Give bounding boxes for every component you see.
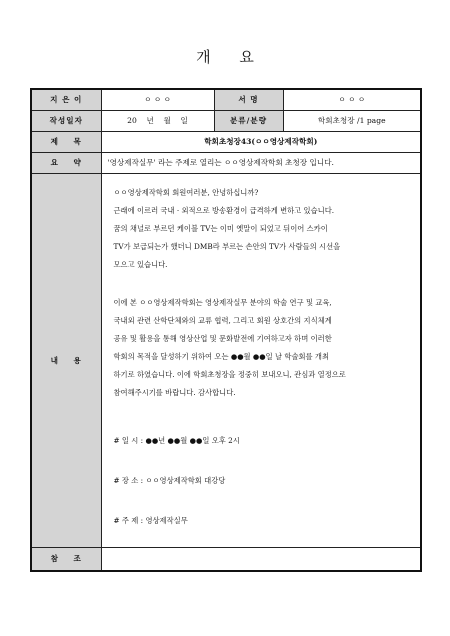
event-place-line: # 장 소 : ㅇㅇ영상제작학회 대강당 [113, 475, 226, 485]
date-label: 작성일자 [31, 110, 101, 131]
text-line: 학회의 목적을 달성하기 위하여 오는 ●●월 ●●일 날 학술회를 개최 [113, 351, 330, 361]
text-line: 참여해주시기를 바랍니다. 감사합니다. [113, 387, 236, 397]
category-value: 학회초청장 /1 page [283, 110, 421, 131]
content-row [31, 173, 421, 547]
date-row [31, 110, 421, 131]
subject-row [31, 131, 421, 152]
author-label: 지 은 이 [31, 89, 101, 110]
event-date-line: # 일 시 : ●●년 ●●월 ●●일 오후 2시 [113, 435, 240, 445]
review-value: ㅇ ㅇ ㅇ [283, 89, 421, 110]
intro-paragraph [114, 184, 411, 274]
summary-label: 요 약 [31, 152, 101, 173]
text-line: 이에 본 ㅇㅇ영상제작학회는 영상제작실무 분야의 학술 연구 및 교육, [113, 297, 332, 307]
summary-row [31, 152, 421, 173]
text-line: 근래에 이르러 국내 · 외적으로 방송환경이 급격하게 변하고 있습니다. [113, 205, 335, 215]
text-line: 공유 및 활용을 통해 영상산업 및 문화발전에 기여하고자 하며 이러한 [113, 333, 332, 343]
text-line: TV가 보급되는가 했더니 DMB라 부르는 손안의 TV가 사람들의 시선을 [113, 241, 341, 251]
reference-label: 참 조 [31, 547, 101, 571]
category-label: 분류/분량 [214, 110, 283, 131]
text-line: 모으고 있습니다. [113, 259, 168, 269]
author-value: ㅇ ㅇ ㅇ [101, 89, 214, 110]
content-body [101, 173, 421, 547]
reference-row [31, 547, 421, 571]
text-line: ㅇㅇ영상제작학회 회원여러분, 안녕하십니까? [113, 187, 259, 197]
date-value: 20 년 월 일 [101, 110, 214, 131]
subject-value: 학회초청장43(ㅇㅇ영상제작학회) [101, 131, 421, 152]
text-line: 국내외 관련 산학단체와의 교류 협력, 그리고 회원 상호간의 지식체계 [113, 315, 332, 325]
content-label: 내 용 [31, 173, 101, 547]
summary-value: '영상제작실무' 라는 주제로 열리는 ㅇㅇ영상제작학회 초청장 입니다. [101, 152, 421, 173]
text-line: 하기로 하였습니다. 이에 학회초청장을 정중히 보내오니, 관심과 열정으로 [113, 369, 346, 379]
document-form-table [30, 88, 422, 572]
text-line: 꿈의 채널로 부르던 케이블 TV는 이미 옛말이 되었고 뒤이어 스카이 [113, 223, 328, 233]
invitation-paragraph [114, 294, 411, 402]
author-row [31, 89, 421, 110]
event-theme-line: # 주 제 : 영상제작실무 [113, 515, 188, 525]
review-label: 서 명 [214, 89, 283, 110]
subject-label: 제 목 [31, 131, 101, 152]
page-title: 개 요 [196, 48, 266, 66]
reference-value [101, 547, 421, 571]
